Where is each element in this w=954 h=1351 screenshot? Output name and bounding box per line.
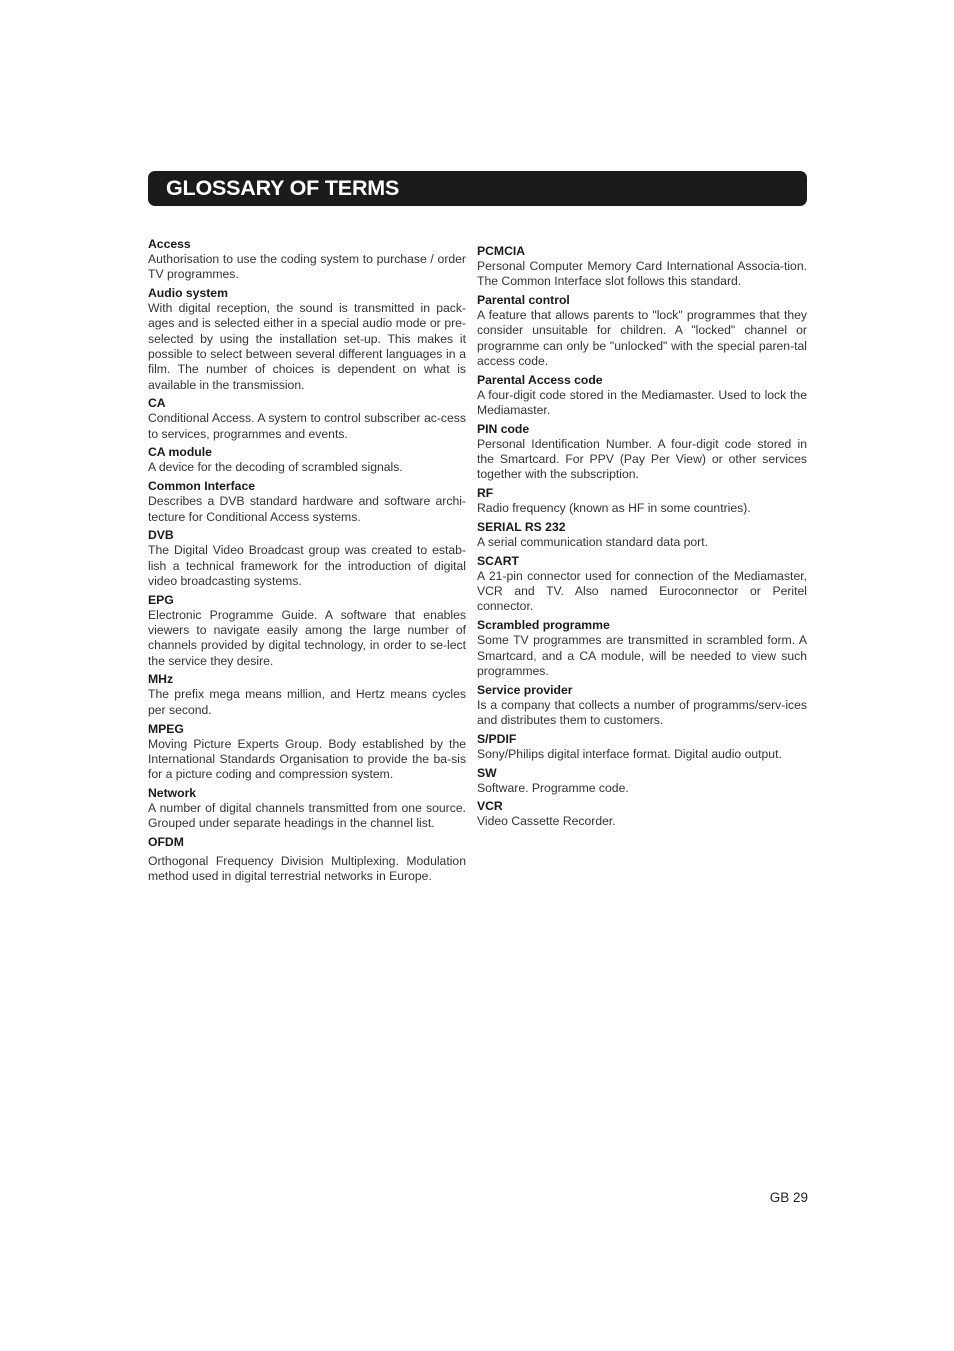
glossary-term: RF — [477, 486, 494, 501]
glossary-definition: Describes a DVB standard hardware and software archi-tecture for Conditional Access systems. — [148, 494, 466, 524]
glossary-term: OFDM — [148, 835, 184, 850]
glossary-term: Access — [148, 237, 191, 251]
glossary-entry — [148, 593, 466, 669]
glossary-definition: Sony/Philips digital interface format. Digital audio output. — [477, 746, 782, 761]
glossary-entry — [477, 766, 807, 796]
glossary-term: Network — [148, 785, 197, 800]
glossary-entry — [148, 445, 466, 475]
glossary-term: SW — [477, 765, 497, 780]
page-title: GLOSSARY OF TERMS — [166, 176, 400, 200]
glossary-definition: A device for the decoding of scrambled signals. — [148, 460, 403, 475]
glossary-definition: Personal Computer Memory Card International Associa-tion. The Common Interface slot follows this standard. — [477, 259, 807, 289]
glossary-definition: Radio frequency (known as HF in some countries). — [477, 501, 751, 516]
glossary-entry — [477, 554, 807, 615]
glossary-entry — [477, 486, 807, 516]
glossary-entry — [148, 237, 466, 283]
glossary-definition: Video Cassette Recorder. — [477, 814, 616, 829]
glossary-definition: Some TV programmes are transmitted in scrambled form. A Smartcard, and a CA module, will be needed to view such programmes. — [477, 633, 807, 678]
glossary-definition: Electronic Programme Guide. A software that enables viewers to navigate easily among the large number of channels provided by digital technology, in order to se-lect the service they desire. — [148, 607, 466, 668]
glossary-entry — [477, 520, 807, 550]
glossary-entry — [148, 396, 466, 442]
glossary-entry — [148, 786, 466, 832]
glossary-entry — [148, 835, 466, 885]
glossary-entry — [477, 732, 807, 762]
glossary-entry — [148, 286, 466, 393]
glossary-term: DVB — [148, 528, 174, 543]
glossary-term: SCART — [477, 553, 519, 568]
glossary-term: EPG — [148, 592, 174, 607]
glossary-entry — [477, 422, 807, 483]
glossary-entry — [148, 479, 466, 525]
glossary-term: Parental Access code — [477, 372, 603, 387]
glossary-term: VCR — [477, 799, 503, 814]
glossary-definition: Is a company that collects a number of programms/serv-ices and distributes them to customers. — [477, 697, 807, 727]
glossary-entry — [477, 683, 807, 729]
glossary-term: Parental control — [477, 293, 570, 308]
glossary-term: PCMCIA — [477, 244, 526, 258]
glossary-entry — [148, 528, 466, 589]
glossary-term: SERIAL RS 232 — [477, 520, 566, 535]
glossary-entry — [148, 672, 466, 718]
glossary-term: Scrambled programme — [477, 618, 610, 633]
glossary-entry — [477, 373, 807, 419]
glossary-term: Common Interface — [148, 479, 255, 494]
glossary-entry — [477, 618, 807, 679]
glossary-entry — [477, 799, 807, 829]
glossary-definition: Conditional Access. A system to control subscriber ac-cess to services, programmes and events. — [148, 411, 466, 441]
glossary-definition: Moving Picture Experts Group. Body established by the International Standards Organisation to provide the ba-sis for a picture coding and compression system. — [148, 736, 466, 782]
page-number: GB 29 — [769, 1190, 808, 1205]
title-banner — [148, 171, 807, 206]
glossary-definition: A number of digital channels transmitted from one source. Grouped under separate headings in the channel list. — [148, 800, 466, 831]
glossary-definition: A feature that allows parents to "lock" programmes that they consider unsuitable for children. A "locked" channel or programme can only be "unlocked" with the special paren-tal access code. — [477, 308, 807, 368]
glossary-column-left — [148, 237, 466, 888]
glossary-definition: With digital reception, the sound is transmitted in pack-ages and is selected either in a special audio mode or pre-selected by using the installation set-up. This makes it possible to select between several different languages in a film. The number of choices is dependent on what is available in the transmission. — [148, 301, 466, 392]
glossary-definition: A serial communication standard data port. — [477, 535, 709, 550]
glossary-term: Service provider — [477, 682, 573, 697]
glossary-definition: Personal Identification Number. A four-digit code stored in the Smartcard. For PPV (Pay Per View) or other services together with the subscription. — [477, 436, 807, 482]
glossary-term: PIN code — [477, 421, 530, 436]
glossary-definition: The Digital Video Broadcast group was created to estab-lish a technical framework for the introduction of digital video broadcasting systems. — [148, 543, 466, 588]
glossary-column-right — [477, 244, 807, 833]
glossary-definition: Orthogonal Frequency Division Multiplexing. Modulation method used in digital terrestrial networks in Europe. — [148, 854, 466, 884]
glossary-term: Audio system — [148, 286, 228, 301]
glossary-definition: Authorisation to use the coding system to purchase / order TV programmes. — [148, 252, 466, 282]
glossary-entry — [477, 293, 807, 369]
glossary-term: CA module — [148, 445, 212, 460]
glossary-term: S/PDIF — [477, 731, 517, 746]
glossary-entry — [477, 244, 807, 290]
glossary-entry — [148, 722, 466, 783]
glossary-definition: Software. Programme code. — [477, 780, 629, 795]
glossary-term: MPEG — [148, 721, 184, 736]
glossary-term: CA — [148, 396, 166, 411]
glossary-definition: A four-digit code stored in the Mediamaster. Used to lock the Mediamaster. — [477, 387, 807, 418]
glossary-definition: A 21-pin connector used for connection of the Mediamaster, VCR and TV. Also named Euroconnector or Peritel connector. — [477, 568, 807, 614]
glossary-term: MHz — [148, 672, 174, 687]
glossary-definition: The prefix mega means million, and Hertz means cycles per second. — [148, 687, 466, 717]
